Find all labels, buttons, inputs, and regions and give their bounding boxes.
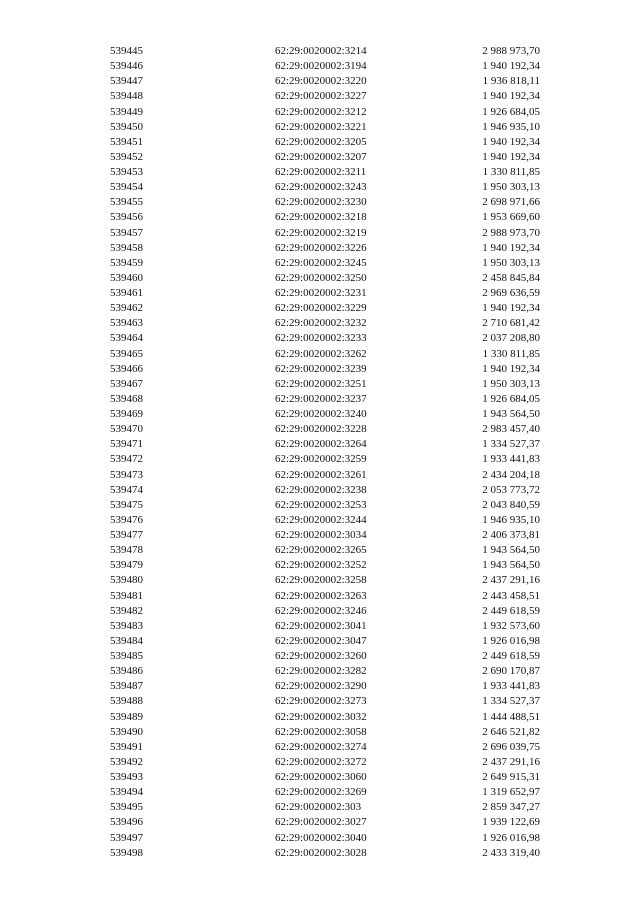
cadastral-value: 2 406 373,81 [482, 529, 540, 541]
cadastral-number: 62:29:0020002:3227 [275, 90, 367, 103]
cadastral-value: 2 649 915,31 [482, 771, 540, 783]
record-number: 539483 [110, 619, 143, 632]
cadastral-number: 62:29:0020002:3221 [275, 120, 367, 133]
record-number: 539477 [110, 529, 143, 541]
cadastral-number: 62:29:0020002:3041 [275, 619, 367, 632]
cadastral-number: 62:29:0020002:3229 [275, 302, 367, 315]
table-row [110, 740, 540, 755]
cadastral-value: 1 943 564,50 [482, 544, 540, 557]
cadastral-value: 2 449 618,59 [482, 650, 540, 662]
cadastral-value: 1 330 811,85 [482, 347, 540, 360]
cadastral-number: 62:29:0020002:3230 [275, 196, 367, 209]
cadastral-number: 62:29:0020002:3258 [275, 574, 367, 587]
table-row [110, 558, 540, 573]
record-number: 539471 [110, 438, 143, 451]
record-number: 539463 [110, 317, 143, 330]
table-row [110, 634, 540, 649]
table-row [110, 331, 540, 346]
record-number: 539456 [110, 211, 143, 224]
cadastral-value: 1 940 192,34 [482, 362, 540, 375]
cadastral-value: 2 449 618,59 [482, 604, 540, 617]
table-row [110, 483, 540, 498]
cadastral-number: 62:29:0020002:3220 [275, 75, 367, 88]
cadastral-number: 62:29:0020002:3262 [275, 347, 367, 360]
cadastral-value-table [110, 44, 540, 861]
record-number: 539462 [110, 302, 143, 315]
table-row [110, 800, 540, 815]
cadastral-value: 2 646 521,82 [482, 725, 540, 738]
table-row [110, 513, 540, 528]
table-row [110, 210, 540, 225]
cadastral-number: 62:29:0020002:3259 [275, 453, 367, 466]
record-number: 539481 [110, 589, 143, 602]
cadastral-number: 62:29:0020002:3269 [275, 786, 367, 799]
cadastral-number: 62:29:0020002:3231 [275, 287, 367, 299]
cadastral-number: 62:29:0020002:3273 [275, 695, 367, 708]
cadastral-value: 1 943 564,50 [482, 408, 540, 420]
table-row [110, 649, 540, 664]
cadastral-number: 62:29:0020002:3272 [275, 755, 367, 768]
record-number: 539497 [110, 831, 143, 844]
table-row [110, 226, 540, 241]
cadastral-number: 62:29:0020002:3263 [275, 589, 367, 602]
record-number: 539482 [110, 604, 143, 617]
cadastral-value: 1 932 573,60 [482, 619, 540, 632]
table-row [110, 528, 540, 543]
table-row [110, 195, 540, 210]
record-number: 539448 [110, 90, 143, 103]
table-row [110, 452, 540, 467]
record-number: 539453 [110, 166, 143, 178]
cadastral-number: 62:29:0020002:3244 [275, 513, 367, 526]
cadastral-value: 1 444 488,51 [482, 710, 540, 723]
cadastral-number: 62:29:0020002:3211 [275, 166, 367, 178]
record-number: 539452 [110, 150, 143, 163]
record-number: 539447 [110, 75, 143, 88]
table-row [110, 59, 540, 74]
cadastral-number: 62:29:0020002:3212 [275, 105, 367, 118]
cadastral-value: 2 698 971,66 [482, 196, 540, 209]
record-number: 539484 [110, 634, 143, 647]
record-number: 539445 [110, 45, 143, 57]
table-row [110, 180, 540, 195]
cadastral-value: 1 940 192,34 [482, 135, 540, 148]
cadastral-number: 62:29:0020002:3250 [275, 271, 367, 284]
record-number: 539454 [110, 181, 143, 194]
cadastral-number: 62:29:0020002:3205 [275, 135, 367, 148]
cadastral-number: 62:29:0020002:3228 [275, 423, 367, 436]
record-number: 539476 [110, 513, 143, 526]
table-row [110, 604, 540, 619]
cadastral-value: 1 940 192,34 [482, 241, 540, 254]
table-row [110, 135, 540, 150]
record-number: 539480 [110, 574, 143, 587]
cadastral-value: 2 969 636,59 [482, 287, 540, 299]
cadastral-value: 2 859 347,27 [482, 801, 540, 814]
record-number: 539458 [110, 241, 143, 254]
table-row [110, 437, 540, 452]
cadastral-value: 1 933 441,83 [482, 680, 540, 693]
table-row [110, 74, 540, 89]
cadastral-value: 1 943 564,50 [482, 559, 540, 572]
record-number: 539475 [110, 498, 143, 511]
cadastral-number: 62:29:0020002:3243 [275, 181, 367, 194]
cadastral-number: 62:29:0020002:3290 [275, 680, 367, 693]
cadastral-value: 2 710 681,42 [482, 317, 540, 330]
cadastral-number: 62:29:0020002:3274 [275, 740, 367, 753]
table-row [110, 694, 540, 709]
cadastral-value: 2 983 457,40 [482, 423, 540, 436]
table-row [110, 256, 540, 271]
cadastral-number: 62:29:0020002:3265 [275, 544, 367, 557]
cadastral-number: 62:29:0020002:3207 [275, 150, 367, 163]
table-row [110, 543, 540, 558]
cadastral-number: 62:29:0020002:3232 [275, 317, 367, 330]
cadastral-value: 1 940 192,34 [482, 60, 540, 73]
cadastral-value: 1 334 527,37 [482, 695, 540, 708]
cadastral-number: 62:29:0020002:3238 [275, 483, 367, 496]
cadastral-number: 62:29:0020002:3237 [275, 392, 367, 405]
cadastral-number: 62:29:0020002:3264 [275, 438, 367, 451]
cadastral-value: 1 950 303,13 [482, 377, 540, 390]
table-row [110, 316, 540, 331]
cadastral-value: 2 690 170,87 [482, 665, 540, 678]
cadastral-value: 1 950 303,13 [482, 181, 540, 194]
record-number: 539464 [110, 332, 143, 345]
table-row [110, 498, 540, 513]
cadastral-number: 62:29:0020002:3246 [275, 604, 367, 617]
cadastral-value: 2 696 039,75 [482, 740, 540, 753]
cadastral-value: 1 940 192,34 [482, 150, 540, 163]
record-number: 539470 [110, 423, 143, 436]
table-row [110, 846, 540, 861]
table-row [110, 770, 540, 785]
record-number: 539459 [110, 256, 143, 269]
cadastral-number: 62:29:0020002:3252 [275, 559, 367, 572]
table-row [110, 664, 540, 679]
cadastral-number: 62:29:0020002:3032 [275, 710, 367, 723]
cadastral-value: 1 926 684,05 [482, 105, 540, 118]
table-row [110, 619, 540, 634]
cadastral-value: 1 933 441,83 [482, 453, 540, 466]
table-row [110, 120, 540, 135]
record-number: 539449 [110, 105, 143, 118]
cadastral-value: 1 926 016,98 [482, 634, 540, 647]
record-number: 539468 [110, 392, 143, 405]
cadastral-value: 2 437 291,16 [482, 574, 540, 587]
table-row [110, 362, 540, 377]
cadastral-value: 1 953 669,60 [482, 211, 540, 224]
cadastral-number: 62:29:0020002:3253 [275, 498, 367, 511]
record-number: 539496 [110, 816, 143, 829]
cadastral-number: 62:29:0020002:3214 [275, 45, 367, 57]
cadastral-value: 1 950 303,13 [482, 256, 540, 269]
cadastral-number: 62:29:0020002:3239 [275, 362, 367, 375]
table-row [110, 392, 540, 407]
table-row [110, 679, 540, 694]
record-number: 539455 [110, 196, 143, 209]
table-row [110, 271, 540, 286]
cadastral-value: 2 433 319,40 [482, 846, 540, 859]
table-row [110, 241, 540, 256]
table-row [110, 785, 540, 800]
table-row [110, 301, 540, 316]
record-number: 539461 [110, 287, 143, 299]
cadastral-value: 1 946 935,10 [482, 513, 540, 526]
record-number: 539466 [110, 362, 143, 375]
cadastral-value: 1 330 811,85 [482, 166, 540, 178]
table-row [110, 165, 540, 180]
record-number: 539498 [110, 846, 143, 859]
record-number: 539479 [110, 559, 143, 572]
table-row [110, 725, 540, 740]
cadastral-value: 2 043 840,59 [482, 498, 540, 511]
cadastral-number: 62:29:0020002:3060 [275, 771, 367, 783]
cadastral-number: 62:29:0020002:3034 [275, 529, 367, 541]
table-row [110, 573, 540, 588]
record-number: 539473 [110, 468, 143, 481]
cadastral-value: 1 940 192,34 [482, 302, 540, 315]
record-number: 539457 [110, 226, 143, 239]
record-number: 539469 [110, 408, 143, 420]
table-row [110, 468, 540, 483]
record-number: 539451 [110, 135, 143, 148]
cadastral-value: 2 053 773,72 [482, 483, 540, 496]
cadastral-number: 62:29:0020002:3047 [275, 634, 367, 647]
cadastral-value: 1 936 818,11 [482, 75, 540, 88]
record-number: 539478 [110, 544, 143, 557]
cadastral-number: 62:29:0020002:3282 [275, 665, 367, 678]
cadastral-number: 62:29:0020002:3240 [275, 408, 367, 420]
cadastral-value: 2 437 291,16 [482, 755, 540, 768]
cadastral-value: 1 334 527,37 [482, 438, 540, 451]
record-number: 539460 [110, 271, 143, 284]
record-number: 539492 [110, 755, 143, 768]
record-number: 539485 [110, 650, 143, 662]
table-row [110, 755, 540, 770]
cadastral-number: 62:29:0020002:3058 [275, 725, 367, 738]
record-number: 539491 [110, 740, 143, 753]
table-row [110, 377, 540, 392]
table-row [110, 105, 540, 120]
cadastral-number: 62:29:0020002:3218 [275, 211, 367, 224]
cadastral-number: 62:29:0020002:303 [275, 801, 362, 814]
record-number: 539467 [110, 377, 143, 390]
cadastral-number: 62:29:0020002:3027 [275, 816, 367, 829]
record-number: 539474 [110, 483, 143, 496]
record-number: 539495 [110, 801, 143, 814]
table-row [110, 347, 540, 362]
cadastral-number: 62:29:0020002:3260 [275, 650, 367, 662]
cadastral-value: 1 940 192,34 [482, 90, 540, 103]
table-row [110, 815, 540, 830]
cadastral-number: 62:29:0020002:3194 [275, 60, 367, 73]
cadastral-value: 2 037 208,80 [482, 332, 540, 345]
cadastral-value: 2 988 973,70 [482, 45, 540, 57]
table-row [110, 407, 540, 422]
cadastral-value: 1 939 122,69 [482, 816, 540, 829]
table-row [110, 286, 540, 301]
record-number: 539446 [110, 60, 143, 73]
cadastral-number: 62:29:0020002:3251 [275, 377, 367, 390]
cadastral-value: 2 443 458,51 [482, 589, 540, 602]
record-number: 539486 [110, 665, 143, 678]
cadastral-value: 2 458 845,84 [482, 271, 540, 284]
record-number: 539465 [110, 347, 143, 360]
table-row [110, 589, 540, 604]
cadastral-value: 2 434 204,18 [482, 468, 540, 481]
record-number: 539490 [110, 725, 143, 738]
record-number: 539493 [110, 771, 143, 783]
cadastral-value: 1 946 935,10 [482, 120, 540, 133]
record-number: 539494 [110, 786, 143, 799]
cadastral-number: 62:29:0020002:3040 [275, 831, 367, 844]
cadastral-value: 1 319 652,97 [482, 786, 540, 799]
record-number: 539487 [110, 680, 143, 693]
table-row [110, 831, 540, 846]
record-number: 539488 [110, 695, 143, 708]
table-row [110, 150, 540, 165]
table-row [110, 44, 540, 59]
cadastral-value: 2 988 973,70 [482, 226, 540, 239]
record-number: 539450 [110, 120, 143, 133]
cadastral-number: 62:29:0020002:3028 [275, 846, 367, 859]
cadastral-number: 62:29:0020002:3219 [275, 226, 367, 239]
table-row [110, 422, 540, 437]
table-row [110, 89, 540, 104]
table-row [110, 710, 540, 725]
cadastral-number: 62:29:0020002:3233 [275, 332, 367, 345]
cadastral-value: 1 926 016,98 [482, 831, 540, 844]
record-number: 539472 [110, 453, 143, 466]
cadastral-value: 1 926 684,05 [482, 392, 540, 405]
record-number: 539489 [110, 710, 143, 723]
cadastral-number: 62:29:0020002:3245 [275, 256, 367, 269]
cadastral-number: 62:29:0020002:3226 [275, 241, 367, 254]
cadastral-number: 62:29:0020002:3261 [275, 468, 367, 481]
